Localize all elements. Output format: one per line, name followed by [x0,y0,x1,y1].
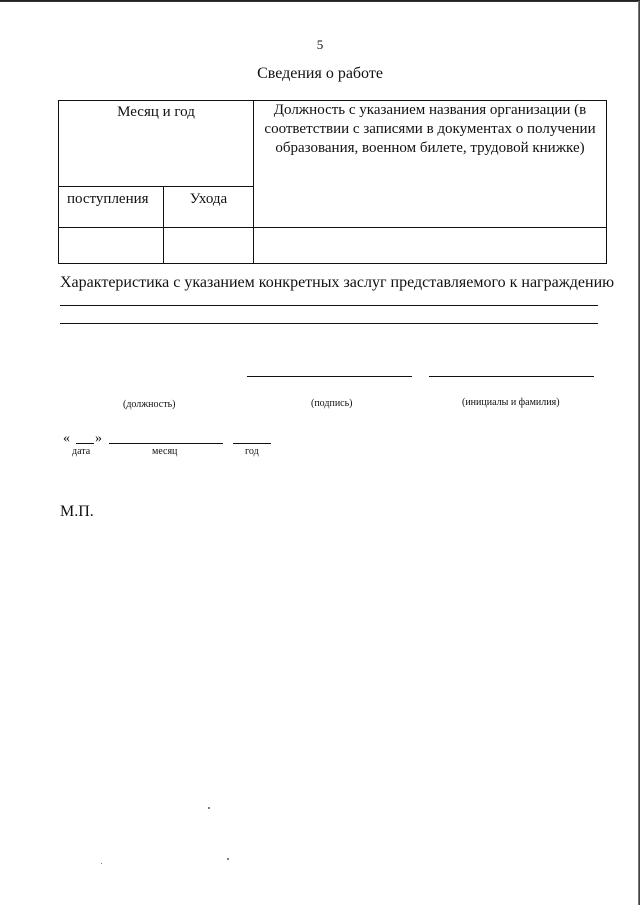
scan-speck [208,807,210,809]
table-row [59,228,607,264]
cell-leaving[interactable] [164,228,254,264]
year-field[interactable] [233,443,271,444]
table-header-row [59,101,607,187]
day-caption: дата [72,446,91,457]
page-edge-top [0,1,639,2]
date-quote-close: » [95,431,102,446]
position-caption: (должность) [123,399,176,410]
name-caption: (инициалы и фамилия) [462,397,560,408]
work-history-table [58,100,607,264]
stamp-label: М.П. [60,503,94,520]
header-month-year: Месяц и год [59,101,254,187]
subheader-admission: поступления [59,187,164,228]
year-caption: год [245,446,259,457]
subheader-leaving: Ухода [164,187,254,228]
characteristic-line-2[interactable] [60,323,598,324]
date-quote-open: « [63,431,70,446]
day-field[interactable] [76,443,94,444]
cell-position[interactable] [254,228,607,264]
page-number: 5 [316,37,324,52]
section-title: Сведения о работе [257,65,383,82]
header-position: Должность с указанием названия организации (в соответствии с записями в документах о получении образования, военном билете, трудовой книжке) [254,101,607,228]
scan-speck [227,858,229,860]
characteristic-heading: Характеристика с указанием конкретных заслуг представляемого к награждению [60,274,615,291]
name-line[interactable] [429,376,594,377]
month-caption: месяц [152,446,178,457]
signature-caption: (подпись) [311,398,353,409]
month-field[interactable] [109,443,223,444]
signature-line[interactable] [247,376,412,377]
page-edge-right [638,1,639,905]
scan-speck [101,863,102,864]
characteristic-line-1[interactable] [60,305,598,306]
cell-admission[interactable] [59,228,164,264]
